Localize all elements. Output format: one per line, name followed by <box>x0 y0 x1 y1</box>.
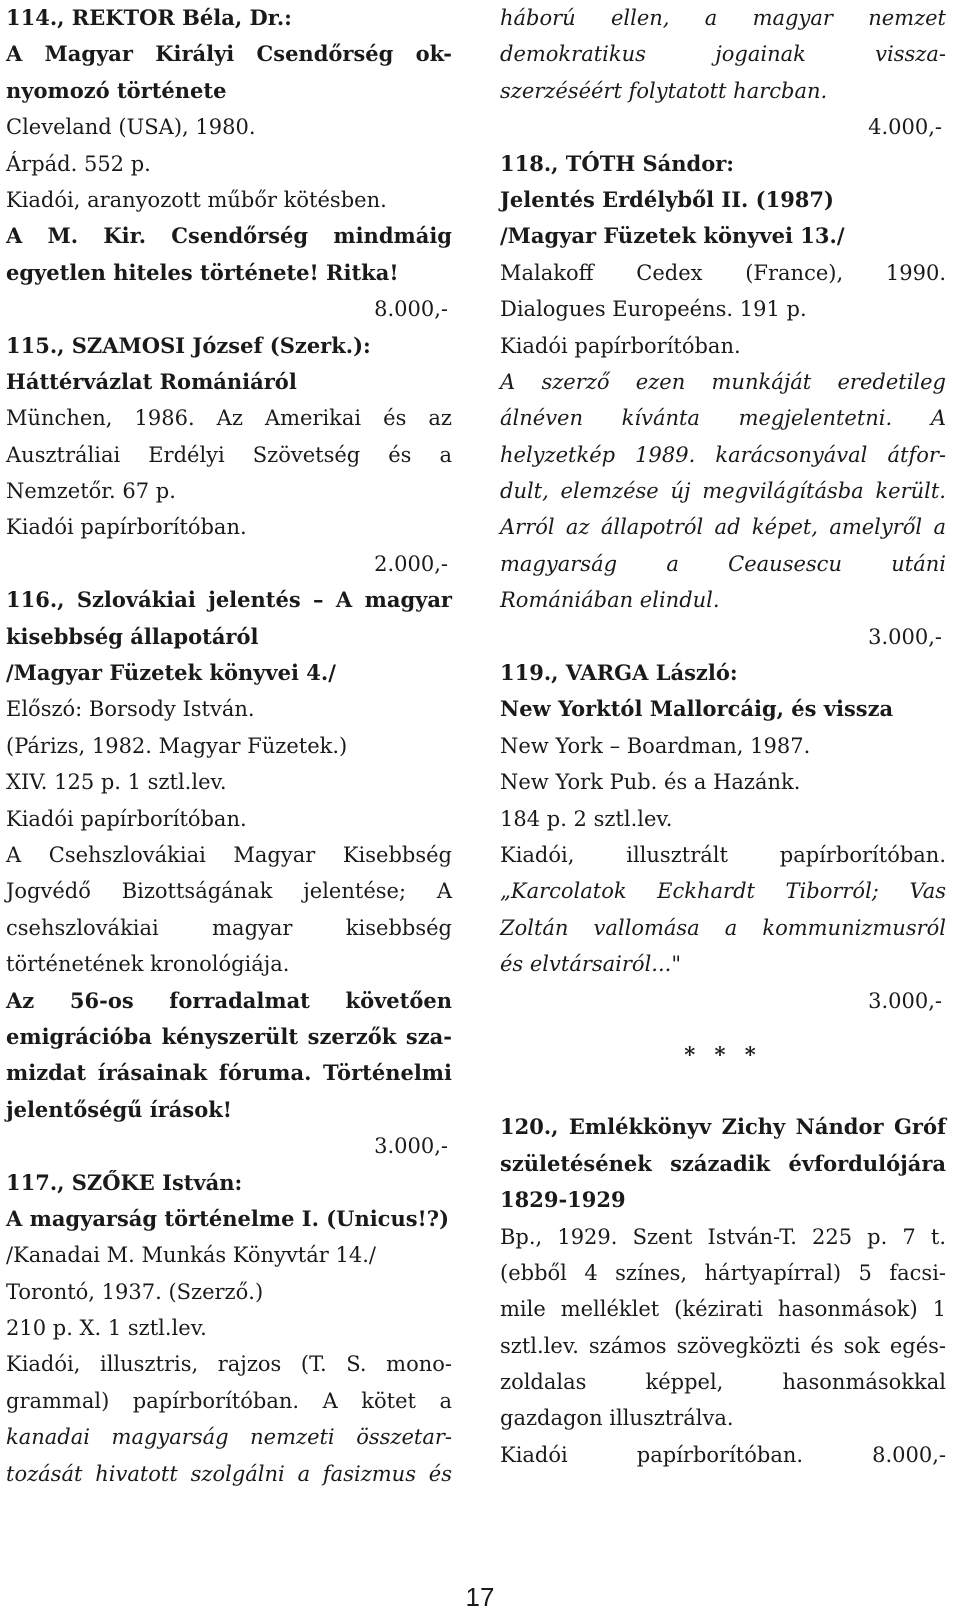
text-line <box>500 1019 946 1037</box>
text-line: demokratikus jogainak vissza- <box>500 42 946 67</box>
text-line: Dialogues Europeéns. 191 p. <box>500 297 807 322</box>
text-line: Kiadói, illusztrált papírborítóban. <box>500 842 946 867</box>
text-line: Romániában elindul. <box>500 588 720 613</box>
text-line: mizdat írásainak fóruma. Történelmi <box>6 1060 452 1086</box>
text-line: csehszlovákiai magyar kisebbség <box>6 915 452 940</box>
text-line: Jelentés Erdélyből II. (1987) <box>500 186 834 212</box>
text-line: 115., SZAMOSI József (Szerk.): <box>6 332 371 358</box>
price-line: 3.000,- <box>868 988 942 1013</box>
price-line: 2.000,- <box>374 551 448 576</box>
text-line: 119., VARGA László: <box>500 660 738 686</box>
text-line: születésének századik évfordulójára <box>500 1150 946 1176</box>
text-line: /Kanadai M. Munkás Könyvtár 14./ <box>6 1243 376 1268</box>
text-line: magyarság a Ceausescu utáni <box>500 551 946 576</box>
text-line: Bp., 1929. Szent István-T. 225 p. 7 t. <box>500 1224 946 1249</box>
text-line: Kiadói, illusztris, rajzos (T. S. mono- <box>6 1352 452 1377</box>
text-line: „Karcolatok Eckhardt Tiborról; Vas <box>500 879 946 904</box>
text-line: és elvtársairól..." <box>500 952 681 977</box>
text-line: jelentőségű írások! <box>6 1096 232 1122</box>
text-line: gazdagon illusztrálva. <box>500 1406 734 1431</box>
text-line: Ausztráliai Erdélyi Szövetség és a <box>6 442 452 467</box>
text-line: Kiadói, aranyozott műbőr kötésben. <box>6 187 387 212</box>
text-line: 210 p. X. 1 sztl.lev. <box>6 1316 207 1341</box>
text-line: tozását hivatott szolgálni a fasizmus és <box>6 1461 452 1486</box>
text-line: 117., SZŐKE István: <box>6 1169 243 1195</box>
text-line: emigrációba kényszerült szerzők sza- <box>6 1023 452 1049</box>
text-line: 114., REKTOR Béla, Dr.: <box>6 5 292 30</box>
text-line: Az 56-os forradalmat követően <box>6 987 452 1013</box>
text-line: Malakoff Cedex (France), 1990. <box>500 260 946 285</box>
text-line: Nemzetőr. 67 p. <box>6 479 176 504</box>
text-line: Jogvédő Bizottságának jelentése; A <box>6 879 452 904</box>
text-line: A M. Kir. Csendőrség mindmáig <box>6 223 452 249</box>
text-line: kisebbség állapotáról <box>6 623 259 649</box>
text-line: A Magyar Királyi Csendőrség ok- <box>6 41 452 67</box>
text-line: Háttérvázlat Romániáról <box>6 368 297 394</box>
text-line: mile melléklet (kézirati hasonmások) 1 <box>500 1297 946 1322</box>
text-line: (Párizs, 1982. Magyar Füzetek.) <box>6 733 348 758</box>
text-line: /Magyar Füzetek könyvei 4./ <box>6 660 336 686</box>
text-line: háború ellen, a magyar nemzet <box>500 6 946 30</box>
text-line: grammal) papírborítóban. A kötet a <box>6 1388 452 1413</box>
text-line: 184 p. 2 sztl.lev. <box>500 806 673 831</box>
text-line: 116., Szlovákiai jelentés – A magyar <box>6 587 452 613</box>
text-line: Zoltán vallomása a kommunizmusról <box>500 915 946 940</box>
text-line: történetének kronológiája. <box>6 952 290 977</box>
text-line: Előszó: Borsody István. <box>6 697 255 722</box>
text-line <box>500 1073 946 1109</box>
left-text-column <box>6 0 452 1492</box>
section-separator: * * * <box>684 1041 762 1067</box>
text-line: A Csehszlovákiai Magyar Kisebbség <box>6 842 452 867</box>
right-text-column <box>500 0 946 1473</box>
text-line: A szerző ezen munkáját eredetileg <box>500 369 946 394</box>
text-line: New York Pub. és a Hazánk. <box>500 770 801 795</box>
text-line: helyzetkép 1989. karácsonyával átfor- <box>500 442 946 467</box>
text-line: Cleveland (USA), 1980. <box>6 115 256 140</box>
text-line: /Magyar Füzetek könyvei 13./ <box>500 223 845 249</box>
text-line: sztl.lev. számos szövegközti és sok egés- <box>500 1333 946 1358</box>
text-line: dult, elemzése új megvilágításba került. <box>500 479 946 504</box>
price-line: 3.000,- <box>374 1134 448 1159</box>
price-line: 8.000,- <box>374 297 448 322</box>
text-line: München, 1986. Az Amerikai és az <box>6 406 452 431</box>
page-number: 17 <box>465 1582 495 1612</box>
text-line: kanadai magyarság nemzeti összetar- <box>6 1425 452 1450</box>
text-line: álnéven kívánta megjelentetni. A <box>500 406 946 431</box>
text-line: New York – Boardman, 1987. <box>500 733 811 758</box>
text-line: nyomozó története <box>6 77 227 103</box>
text-line: Kiadói papírborítóban. <box>6 515 247 540</box>
text-line: zoldalas képpel, hasonmásokkal <box>500 1370 946 1395</box>
text-line: Torontó, 1937. (Szerző.) <box>6 1279 264 1304</box>
text-line: 118., TÓTH Sándor: <box>500 150 735 176</box>
text-line: szerzéséért folytatott harcban. <box>500 78 828 103</box>
text-line: Árpád. 552 p. <box>6 151 151 176</box>
text-line: XIV. 125 p. 1 sztl.lev. <box>6 770 227 795</box>
text-line: Kiadói papírborítóban. <box>500 333 741 358</box>
price-line: 3.000,- <box>868 624 942 649</box>
text-line: New Yorktól Mallorcáig, és vissza <box>500 696 894 722</box>
text-line: 120., Emlékkönyv Zichy Nándor Gróf <box>500 1114 946 1140</box>
text-line: A magyarság történelme I. (Unicus!?) <box>6 1205 450 1231</box>
text-line: Arról az állapotról ad képet, amelyről a <box>500 515 946 540</box>
text-line: (ebből 4 színes, hártyapírral) 5 facsi- <box>500 1260 946 1285</box>
text-line: Kiadói papírborítóban. <box>6 806 247 831</box>
text-line: 1829-1929 <box>500 1187 626 1213</box>
text-line: egyetlen hiteles története! Ritka! <box>6 259 399 285</box>
text-line: Kiadói papírborítóban. 8.000,- <box>500 1442 946 1467</box>
price-line: 4.000,- <box>868 115 942 140</box>
